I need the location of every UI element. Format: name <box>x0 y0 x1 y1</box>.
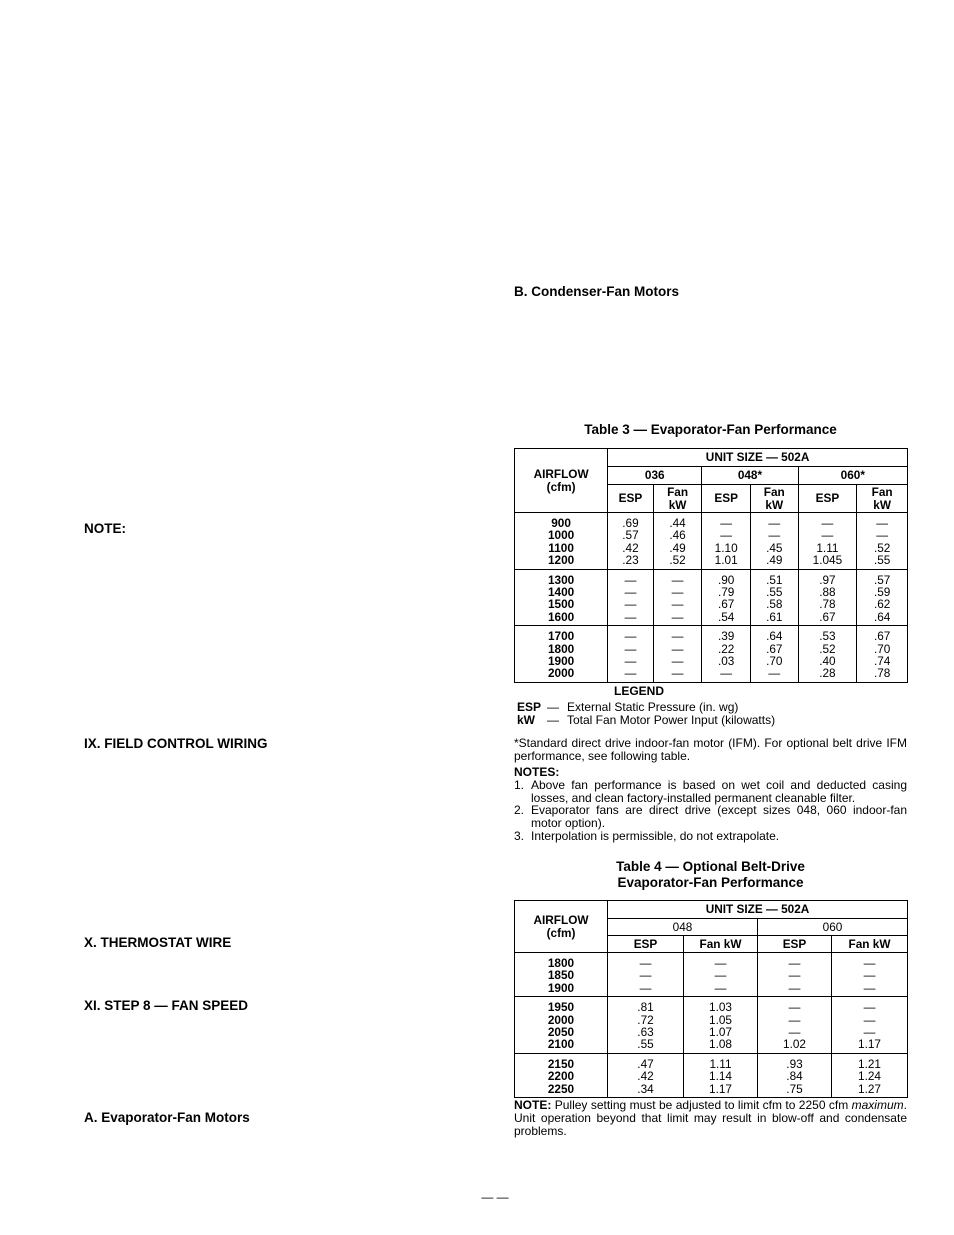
table3-value: .03 <box>717 653 735 668</box>
table3-value: .44 <box>669 516 686 530</box>
table3-cell-s060-esp <box>798 626 857 683</box>
table3-value: 1800 <box>547 641 575 656</box>
note-number: 1. <box>514 777 525 792</box>
table3-value: .61 <box>766 609 783 624</box>
table3-value: .58 <box>766 597 783 612</box>
legend-dash: — <box>547 713 559 727</box>
table4-value: 2000 <box>547 1012 575 1027</box>
table3-value: .69 <box>622 516 639 530</box>
table3-value: 1300 <box>547 572 575 587</box>
table3-value: — <box>768 528 781 543</box>
table4-value: — <box>863 1012 876 1027</box>
table4-value: 1.17 <box>858 1037 881 1052</box>
table3-value: .51 <box>766 572 783 587</box>
table3-cell-s048-esp <box>702 513 751 570</box>
table3-value: .52 <box>819 641 836 656</box>
table4-value: — <box>788 1024 801 1039</box>
table3-cell-s036-kw <box>653 569 702 626</box>
table3-value: .49 <box>669 540 686 555</box>
table4-note-italic: maximum <box>851 1098 904 1112</box>
table3-value: — <box>671 629 684 644</box>
table3-value: .28 <box>819 666 836 681</box>
table3-value: .52 <box>669 553 686 568</box>
table4-title-line1: Table 4 — Optional Belt-Drive <box>616 859 805 874</box>
table4-airflow-label: AIRFLOW <box>533 913 589 928</box>
table3-value: — <box>821 516 834 530</box>
table3-value: .67 <box>717 597 735 612</box>
fan-label: Fan <box>871 485 893 500</box>
table3-value: .64 <box>766 629 783 644</box>
table4-cell-s060-kw <box>832 1053 908 1097</box>
table3-value: — <box>876 528 889 543</box>
table3-value: .70 <box>766 653 783 668</box>
table3-value: — <box>624 609 637 624</box>
table4-cell-s048-esp <box>608 953 684 997</box>
table3-value: — <box>876 516 889 530</box>
table4-title <box>514 859 907 891</box>
table3-value: .22 <box>717 641 735 656</box>
table3-value: .57 <box>622 528 639 543</box>
table3-value: — <box>720 666 733 681</box>
legend-dash: — <box>547 700 559 714</box>
table4-value: 1800 <box>547 956 575 970</box>
table4-value: 1.21 <box>858 1056 881 1071</box>
table3-value: — <box>624 666 637 681</box>
table4-value: — <box>639 968 652 983</box>
table3-body <box>515 513 908 683</box>
table3-row-group <box>515 626 908 683</box>
table3-value: — <box>624 572 637 587</box>
page-number: — — <box>481 1190 509 1204</box>
table3-cell-airflow <box>515 569 608 626</box>
table4-value: 2100 <box>547 1037 575 1052</box>
table4-value: 1.11 <box>709 1056 732 1071</box>
table4-value: 1.08 <box>709 1037 732 1052</box>
note-text: Interpolation is permissible, do not extrapolate. <box>531 828 780 843</box>
table3-value: 900 <box>551 516 571 530</box>
table3-row-group <box>515 569 908 626</box>
fan-speed-heading: XI. STEP 8 — FAN SPEED <box>84 998 249 1013</box>
table4-value: — <box>788 980 801 995</box>
table3-value: .23 <box>622 553 639 568</box>
table4-value: .84 <box>786 1069 803 1084</box>
table3-value: 1.045 <box>812 553 843 568</box>
table4-value: — <box>788 968 801 983</box>
table4-note-label: NOTE: <box>514 1098 552 1112</box>
table3-cell-s048-kw <box>750 569 798 626</box>
table3-esp-header: ESP <box>608 485 654 513</box>
legend-text: Total Fan Motor Power Input (kilowatts) <box>567 713 776 727</box>
table3-value: — <box>624 653 637 668</box>
table3-value: 1000 <box>547 528 575 543</box>
table3-value: — <box>671 584 684 599</box>
table3-value: .55 <box>766 584 783 599</box>
note-item <box>514 779 907 805</box>
table3-value: — <box>671 666 684 681</box>
table3-value: — <box>624 584 637 599</box>
table4-cell-s048-kw <box>684 997 758 1054</box>
legend-text: External Static Pressure (in. wg) <box>567 700 739 714</box>
table4-value: — <box>863 1024 876 1039</box>
table3-cell-s048-kw <box>750 513 798 570</box>
kw-label: kW <box>668 497 687 512</box>
table3-value: — <box>624 641 637 656</box>
thermostat-wire-heading: X. THERMOSTAT WIRE <box>84 935 232 950</box>
note-number: 3. <box>514 828 525 843</box>
table3-cell-airflow <box>515 513 608 570</box>
table3-value: 1900 <box>547 653 575 668</box>
legend-abbr: ESP <box>517 700 542 714</box>
table4-cell-airflow <box>515 953 608 997</box>
note-item <box>514 804 907 830</box>
table4-airflow-header <box>515 901 608 953</box>
table4-value: — <box>639 980 652 995</box>
table4-value: .47 <box>637 1056 654 1071</box>
table4-row-group <box>515 1053 908 1097</box>
table4-fan-kw-header: Fan kW <box>684 936 758 953</box>
table3-value: .42 <box>622 540 639 555</box>
table3-cell-s048-esp <box>702 569 751 626</box>
evaporator-fan-motors-heading: A. Evaporator-Fan Motors <box>84 1110 250 1125</box>
table3-footnote: *Standard direct drive indoor-fan motor (IFM). For optional belt drive IFM performance, see following table. <box>514 736 907 763</box>
table4-value: 2150 <box>547 1056 575 1071</box>
table3-cell-s060-kw <box>857 626 908 683</box>
table3-row-group <box>515 513 908 570</box>
table4-value: 1.27 <box>858 1081 881 1096</box>
note-item <box>514 830 907 843</box>
table4-value: 1950 <box>547 1000 575 1015</box>
table3-value: .55 <box>873 553 891 568</box>
table4-note-text-end: . Unit operation beyond that limit may result in blow-off and condensate problems. <box>514 1098 907 1138</box>
table4-note <box>514 1099 907 1137</box>
table4-value: — <box>863 1000 876 1015</box>
table4-value: — <box>863 980 876 995</box>
table4-cell-airflow <box>515 997 608 1054</box>
table4-fan-kw-header: Fan kW <box>832 936 908 953</box>
table4 <box>514 900 908 1098</box>
table4-cell-s060-kw <box>832 953 908 997</box>
table4-value: — <box>639 956 652 970</box>
table3-airflow-header <box>515 449 608 513</box>
table3-value: 1400 <box>547 584 575 599</box>
table4-esp-header: ESP <box>608 936 684 953</box>
table3-cell-s060-esp <box>798 513 857 570</box>
table4-value: .75 <box>786 1081 803 1096</box>
table4-value: — <box>788 956 801 970</box>
table4-cell-airflow <box>515 1053 608 1097</box>
table3-value: .67 <box>873 629 891 644</box>
table4-value: — <box>788 1012 801 1027</box>
table4-value: — <box>863 968 876 983</box>
table4-value: 1.14 <box>709 1069 732 1084</box>
table3-title: Table 3 — Evaporator-Fan Performance <box>584 422 837 437</box>
table3-size-036: 036 <box>608 467 702 485</box>
table3-value: — <box>671 641 684 656</box>
table3-cell-s036-kw <box>653 513 702 570</box>
table3-esp-header: ESP <box>798 485 857 513</box>
table4-value: — <box>788 1000 801 1015</box>
table3-value: .39 <box>717 629 735 644</box>
table3-value: 1200 <box>547 553 575 568</box>
table4-note-text: Pulley setting must be adjusted to limit cfm to 2250 cfm <box>551 1098 852 1112</box>
table4-cell-s048-esp <box>608 1053 684 1097</box>
table4-value: .55 <box>637 1037 654 1052</box>
note-text: Evaporator fans are direct drive (except sizes 048, 060 indoor-fan motor option). <box>531 803 907 831</box>
table3-value: .49 <box>766 553 783 568</box>
table4-cell-s060-esp <box>758 1053 832 1097</box>
table4-size-048: 048 <box>608 919 758 936</box>
table4-value: 1.05 <box>709 1012 732 1027</box>
note-number: 2. <box>514 803 525 818</box>
table4-cell-s048-kw <box>684 1053 758 1097</box>
table4-value: .93 <box>786 1056 803 1071</box>
table3 <box>514 448 908 683</box>
table3-value: .74 <box>873 653 891 668</box>
table4-value: 1.02 <box>783 1037 806 1052</box>
table3-value: .52 <box>873 540 891 555</box>
table4-cell-s048-kw <box>684 953 758 997</box>
table4-title-line2: Evaporator-Fan Performance <box>617 875 804 890</box>
fan-label: Fan <box>667 485 689 500</box>
table4-cell-s060-esp <box>758 953 832 997</box>
table4-value: .34 <box>637 1081 654 1096</box>
table3-value: — <box>768 666 781 681</box>
table3-value: 1600 <box>547 609 575 624</box>
table3-value: 1.10 <box>714 540 738 555</box>
table3-cell-s048-esp <box>702 626 751 683</box>
table4-esp-header: ESP <box>758 936 832 953</box>
table3-cell-s036-esp <box>608 569 654 626</box>
condenser-fan-motors-heading: B. Condenser-Fan Motors <box>514 284 680 299</box>
table3-fan-kw-header <box>857 485 908 513</box>
table3-value: .88 <box>819 584 836 599</box>
table3-value: .57 <box>873 572 891 587</box>
table3-cell-s036-esp <box>608 626 654 683</box>
table4-value: 1.07 <box>709 1024 732 1039</box>
table3-cell-airflow <box>515 626 608 683</box>
table4-value: — <box>863 956 876 970</box>
table4-value: .63 <box>637 1024 654 1039</box>
table4-cfm-label: (cfm) <box>546 925 576 940</box>
table3-value: — <box>821 528 834 543</box>
legend-abbr: kW <box>517 713 535 727</box>
field-control-wiring-heading: IX. FIELD CONTROL WIRING <box>84 736 268 751</box>
table3-value: — <box>624 597 637 612</box>
table3-value: .67 <box>766 641 783 656</box>
note-heading: NOTE: <box>84 521 126 536</box>
table3-value: .64 <box>873 609 891 624</box>
table4-body <box>515 953 908 1098</box>
table3-fan-kw-header <box>750 485 798 513</box>
table3-value: .78 <box>819 597 836 612</box>
table3-value: 1100 <box>548 540 574 555</box>
table3-fan-kw-header <box>653 485 702 513</box>
table3-value: .97 <box>819 572 836 587</box>
table3-cell-s060-esp <box>798 569 857 626</box>
table3-value: — <box>768 516 781 530</box>
table3-value: 1500 <box>547 597 575 612</box>
table3-cell-s036-esp <box>608 513 654 570</box>
kw-label: kW <box>765 497 784 512</box>
table3-value: .90 <box>717 572 735 587</box>
table4-value: 2200 <box>547 1069 575 1084</box>
legend-title: LEGEND <box>614 684 665 698</box>
table4-value: 1.03 <box>709 1000 732 1015</box>
legend <box>517 701 775 727</box>
table3-esp-header: ESP <box>702 485 751 513</box>
table3-value: — <box>671 609 684 624</box>
table3-value: 1.01 <box>714 553 738 568</box>
table4-value: 1.17 <box>709 1081 732 1096</box>
note-text: Above fan performance is based on wet coil and deducted casing losses, and clean factory-installed permanent cleanable filter. <box>531 777 907 805</box>
table3-value: — <box>671 572 684 587</box>
table3-value: — <box>624 629 637 644</box>
table3-value: .78 <box>873 666 891 681</box>
table4-row-group <box>515 997 908 1054</box>
table3-value: .59 <box>873 584 891 599</box>
kw-label: kW <box>873 497 891 512</box>
table3-value: .53 <box>819 629 836 644</box>
table4-unit-size-header: UNIT SIZE — 502A <box>608 901 908 919</box>
fan-label: Fan <box>763 485 785 500</box>
table4-size-060: 060 <box>758 919 908 936</box>
table4-cell-s060-kw <box>832 997 908 1054</box>
table4-cell-s048-esp <box>608 997 684 1054</box>
table4-value: .81 <box>637 1000 654 1015</box>
table3-cell-s036-kw <box>653 626 702 683</box>
table3-notes <box>514 766 907 843</box>
table3-value: .40 <box>819 653 836 668</box>
table4-value: — <box>714 980 727 995</box>
table4-value: 2050 <box>547 1024 575 1039</box>
table3-cfm-label: (cfm) <box>546 479 576 494</box>
table4-value: — <box>714 968 727 983</box>
table4-value: 1850 <box>547 968 575 983</box>
table3-value: .46 <box>669 528 686 543</box>
notes-title: NOTES: <box>514 765 560 779</box>
table3-value: .67 <box>819 609 836 624</box>
table3-cell-s060-kw <box>857 513 908 570</box>
table3-size-048: 048* <box>702 467 798 485</box>
table4-value: 2250 <box>547 1081 575 1096</box>
table3-value: — <box>671 653 684 668</box>
table4-value: .42 <box>637 1069 654 1084</box>
table3-value: — <box>720 516 733 530</box>
table3-value: .62 <box>873 597 891 612</box>
table3-unit-size-header: UNIT SIZE — 502A <box>608 449 908 467</box>
table4-value: 1.24 <box>858 1069 881 1084</box>
table4-value: 1900 <box>547 980 575 995</box>
table3-value: — <box>720 528 733 543</box>
table3-value: .54 <box>717 609 735 624</box>
table3-airflow-label: AIRFLOW <box>533 467 589 482</box>
table3-value: — <box>671 597 684 612</box>
table3-value: 1.11 <box>816 540 839 555</box>
table4-cell-s060-esp <box>758 997 832 1054</box>
table4-value: — <box>714 956 727 970</box>
table3-size-060: 060* <box>798 467 907 485</box>
table3-cell-s048-kw <box>750 626 798 683</box>
table3-cell-s060-kw <box>857 569 908 626</box>
legend-row-kw <box>517 714 775 727</box>
table4-value: .72 <box>637 1012 654 1027</box>
table3-value: .45 <box>766 540 783 555</box>
table3-value: .70 <box>873 641 891 656</box>
table3-value: 1700 <box>547 629 575 644</box>
table3-value: .79 <box>717 584 735 599</box>
table4-row-group <box>515 953 908 997</box>
table3-value: 2000 <box>547 666 575 681</box>
